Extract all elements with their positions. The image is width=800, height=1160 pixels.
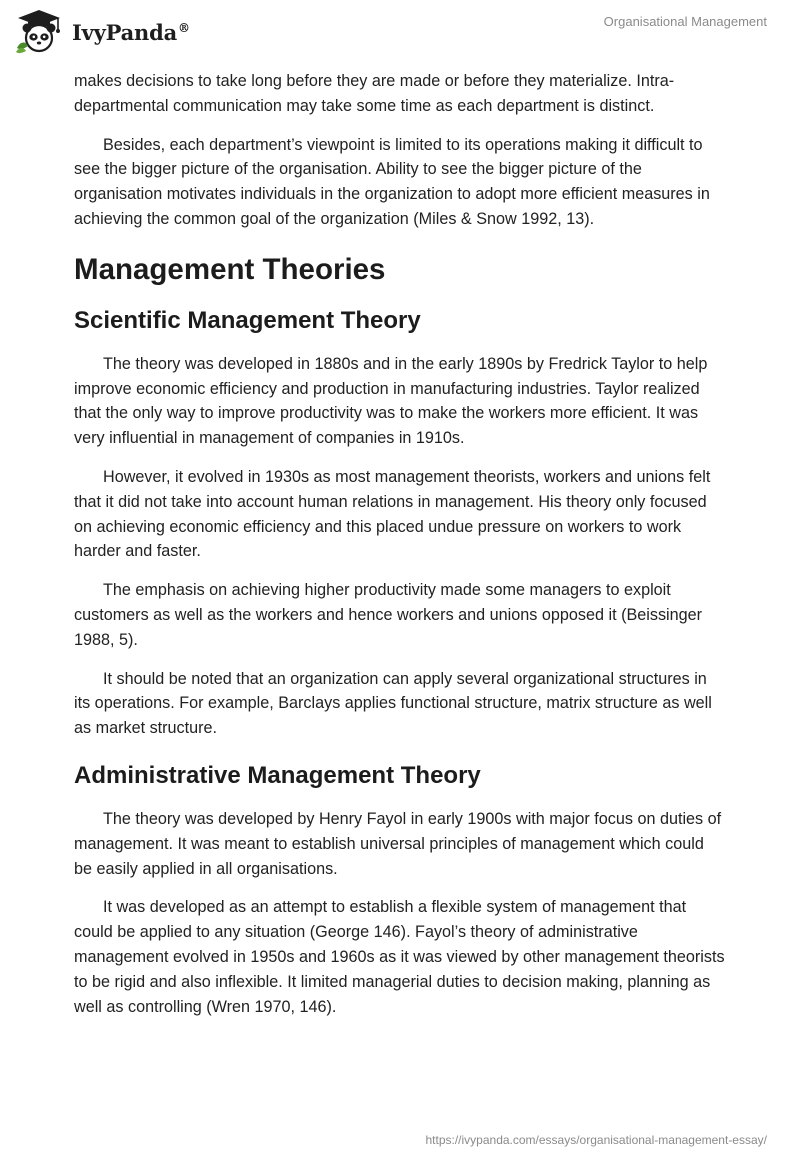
paragraph: It was developed as an attempt to establish a flexible system of management that could be applied to any situation (George 146). Fayol’s theory of administrative management evolved in 1950s and 1960s as it was viewed by other management theorists to be rigid and also inflexible. It limited managerial duties to decision making, planning as well as controlling (Wren 1970, 146). (74, 898, 725, 1016)
section-heading: Management Theories (74, 252, 386, 286)
panda-graduate-icon (14, 8, 64, 54)
ivypanda-logo[interactable] (14, 8, 190, 54)
document-title: Organisational Management (603, 14, 767, 29)
paragraph: Besides, each department’s viewpoint is limited to its operations making it difficult to see the bigger picture of the organisation. Ability to see the bigger picture of the organisation motivates individuals in the organization to adopt more efficient measures in achieving the common goal of the organization (Miles & Snow 1992, 13). (74, 135, 710, 228)
paragraph: makes decisions to take long before they are made or before they materialize. Intra-departmental communication may take some time as each department is distinct. (74, 72, 675, 115)
paragraph: The theory was developed in 1880s and in the early 1890s by Fredrick Taylor to help improve economic efficiency and production in manufacturing industries. Taylor realized that the only way to improve productivity was to make the workers more efficient. It was very influential in management of companies in 1910s. (74, 354, 708, 448)
logo-wordmark: IvyPanda® (72, 19, 190, 45)
page-header (0, 0, 800, 62)
paragraph: It should be noted that an organization can apply several organizational structures in its operations. For example, Barclays applies functional structure, matrix structure as well as market structure. (74, 669, 712, 738)
source-url[interactable]: https://ivypanda.com/essays/organisational-management-essay/ (425, 1133, 767, 1147)
subsection-heading-administrative: Administrative Management Theory (74, 761, 481, 789)
essay-content (74, 69, 726, 1033)
paragraph: The emphasis on achieving higher productivity made some managers to exploit customers as well as the workers and hence workers and unions opposed it (Beissinger 1988, 5). (74, 581, 703, 649)
paragraph: However, it evolved in 1930s as most management theorists, workers and unions felt that it did not take into account human relations in management. His theory only focused on achieving economic efficiency and this placed undue pressure on workers to work harder and faster. (74, 467, 711, 561)
subsection-heading-scientific: Scientific Management Theory (74, 306, 421, 334)
paragraph: The theory was developed by Henry Fayol in early 1900s with major focus on duties of management. It was meant to establish universal principles of management which could be easily applied in all organisations. (74, 809, 722, 878)
